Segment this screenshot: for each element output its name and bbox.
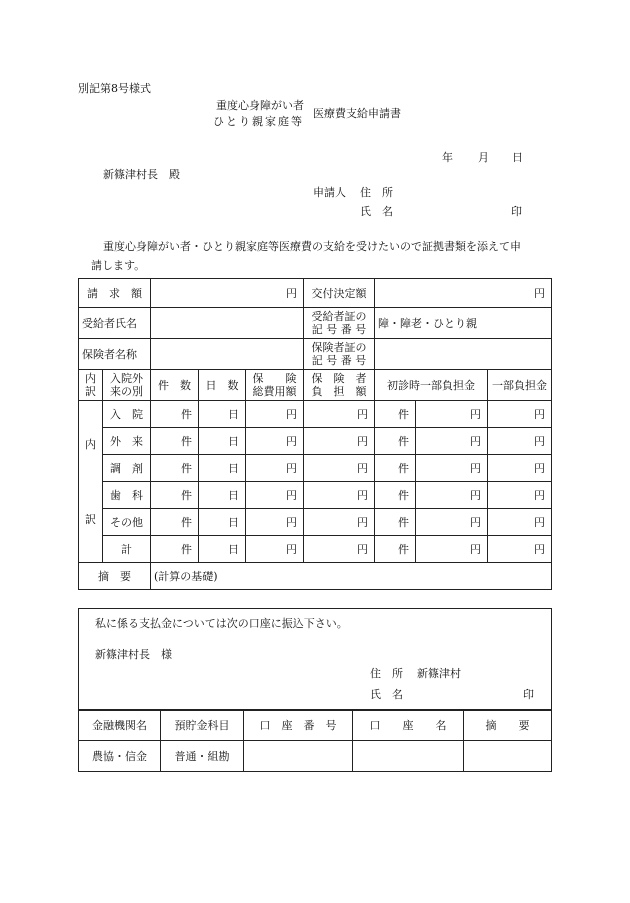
count-field[interactable]: 件 — [151, 509, 199, 536]
days-field[interactable]: 日 — [199, 428, 246, 455]
breakdown-row — [79, 401, 552, 428]
header-insurer-share: 保 険 者 負 担 額 — [304, 370, 375, 401]
decision-amount-label: 交付決定額 — [304, 279, 375, 308]
days-field[interactable]: 日 — [199, 536, 246, 563]
form-number: 別記第8号様式 — [78, 82, 151, 95]
copay-field[interactable]: 円 — [488, 455, 552, 482]
total-cost-field[interactable]: 円 — [246, 455, 304, 482]
breakdown-side-label: 内 訳 — [79, 401, 103, 563]
account-number-field[interactable] — [244, 741, 353, 772]
count-field[interactable]: 件 — [151, 428, 199, 455]
count-field[interactable]: 件 — [151, 401, 199, 428]
header-account-name: 口 座 名 — [353, 710, 464, 741]
total-cost-field[interactable]: 円 — [246, 428, 304, 455]
count-field[interactable]: 件 — [151, 536, 199, 563]
header-breakdown: 内 訳 — [79, 370, 103, 401]
count-field[interactable]: 件 — [151, 482, 199, 509]
copay-field[interactable]: 円 — [488, 536, 552, 563]
days-field[interactable]: 日 — [199, 482, 246, 509]
insurer-cert-field[interactable] — [375, 339, 552, 370]
header-count: 件 数 — [151, 370, 199, 401]
initial-count-field[interactable]: 件 — [375, 455, 416, 482]
date-month: 月 — [478, 151, 489, 164]
payment-instruction: 私に係る支払金については次の口座に振込下さい。 — [95, 617, 348, 630]
initial-copay-field[interactable]: 円 — [416, 536, 488, 563]
payment-seal-mark: 印 — [523, 688, 534, 701]
initial-count-field[interactable]: 件 — [375, 428, 416, 455]
total-cost-field[interactable]: 円 — [246, 401, 304, 428]
copay-field[interactable]: 円 — [488, 401, 552, 428]
initial-copay-field[interactable]: 円 — [416, 428, 488, 455]
breakdown-row — [79, 509, 552, 536]
bank-account-table — [78, 709, 552, 772]
header-account-type: 預貯金科目 — [161, 710, 244, 741]
title-line-2: ひとり親家庭等 — [213, 115, 304, 128]
breakdown-row — [79, 536, 552, 563]
initial-copay-field[interactable]: 円 — [416, 455, 488, 482]
header-days: 日 数 — [199, 370, 246, 401]
initial-count-field[interactable]: 件 — [375, 401, 416, 428]
insurer-share-field[interactable]: 円 — [304, 536, 375, 563]
account-type-field[interactable]: 普通・組勘 — [161, 741, 244, 772]
seal-mark: 印 — [511, 205, 522, 218]
date-year: 年 — [442, 151, 453, 164]
header-copay: 一部負担金 — [488, 370, 552, 401]
insurer-share-field[interactable]: 円 — [304, 482, 375, 509]
initial-count-field[interactable]: 件 — [375, 509, 416, 536]
header-inout: 入院外 来の別 — [103, 370, 151, 401]
total-cost-field[interactable]: 円 — [246, 509, 304, 536]
date-day: 日 — [512, 151, 523, 164]
row-label: その他 — [103, 509, 151, 536]
copay-field[interactable]: 円 — [488, 482, 552, 509]
initial-count-field[interactable]: 件 — [375, 536, 416, 563]
initial-copay-field[interactable]: 円 — [416, 401, 488, 428]
header-bank-name: 金融機関名 — [79, 710, 161, 741]
account-name-field[interactable] — [353, 741, 464, 772]
remarks-field[interactable]: (計算の基礎) — [151, 563, 552, 590]
application-table — [78, 278, 552, 590]
remarks-label: 摘 要 — [79, 563, 151, 590]
insurer-cert-label: 保険者証の 記 号 番 号 — [304, 339, 375, 370]
payment-address-value: 新篠津村 — [417, 667, 461, 680]
payment-addressee: 新篠津村長 様 — [95, 648, 172, 661]
total-cost-field[interactable]: 円 — [246, 482, 304, 509]
recipient-name-label: 受給者氏名 — [79, 308, 151, 339]
insurer-share-field[interactable]: 円 — [304, 401, 375, 428]
copay-field[interactable]: 円 — [488, 428, 552, 455]
row-label: 歯 科 — [103, 482, 151, 509]
insurer-name-label: 保険者名称 — [79, 339, 151, 370]
initial-copay-field[interactable]: 円 — [416, 482, 488, 509]
recipient-cert-field[interactable]: 障・障老・ひとり親 — [375, 308, 552, 339]
name-label: 氏 名 — [360, 205, 393, 218]
payment-name-label: 氏 名 — [370, 688, 403, 701]
decision-amount-field[interactable]: 円 — [375, 279, 552, 308]
row-label: 入 院 — [103, 401, 151, 428]
intro-line-1: 重度心身障がい者・ひとり親家庭等医療費の支給を受けたいので証拠書類を添えて申 — [103, 240, 521, 253]
breakdown-row — [79, 455, 552, 482]
payment-address-label: 住 所 — [370, 667, 403, 680]
bank-remarks-field[interactable] — [464, 741, 552, 772]
insurer-share-field[interactable]: 円 — [304, 428, 375, 455]
days-field[interactable]: 日 — [199, 401, 246, 428]
row-label: 外 来 — [103, 428, 151, 455]
intro-line-2: 請します。 — [91, 259, 146, 272]
title-line-1: 重度心身障がい者 — [216, 99, 304, 112]
insurer-name-field[interactable] — [151, 339, 304, 370]
count-field[interactable]: 件 — [151, 455, 199, 482]
initial-count-field[interactable]: 件 — [375, 482, 416, 509]
address-label: 住 所 — [360, 186, 393, 199]
row-label: 計 — [103, 536, 151, 563]
row-label: 調 剤 — [103, 455, 151, 482]
applicant-label: 申請人 — [313, 186, 346, 199]
addressee: 新篠津村長 殿 — [103, 168, 180, 181]
initial-copay-field[interactable]: 円 — [416, 509, 488, 536]
claim-amount-field[interactable]: 円 — [151, 279, 304, 308]
header-initial-copay: 初診時一部負担金 — [375, 370, 488, 401]
bank-name-field[interactable]: 農協・信金 — [79, 741, 161, 772]
title-main: 医療費支給申請書 — [313, 107, 401, 120]
days-field[interactable]: 日 — [199, 455, 246, 482]
recipient-name-field[interactable] — [151, 308, 304, 339]
header-bank-remarks: 摘 要 — [464, 710, 552, 741]
claim-amount-label: 請 求 額 — [79, 279, 151, 308]
breakdown-row — [79, 482, 552, 509]
insurer-share-field[interactable]: 円 — [304, 509, 375, 536]
insurer-share-field[interactable]: 円 — [304, 455, 375, 482]
days-field[interactable]: 日 — [199, 509, 246, 536]
recipient-cert-label: 受給者証の 記 号 番 号 — [304, 308, 375, 339]
header-account-number: 口 座 番 号 — [244, 710, 353, 741]
copay-field[interactable]: 円 — [488, 509, 552, 536]
breakdown-row — [79, 428, 552, 455]
header-total-cost: 保 険 総費用額 — [246, 370, 304, 401]
total-cost-field[interactable]: 円 — [246, 536, 304, 563]
